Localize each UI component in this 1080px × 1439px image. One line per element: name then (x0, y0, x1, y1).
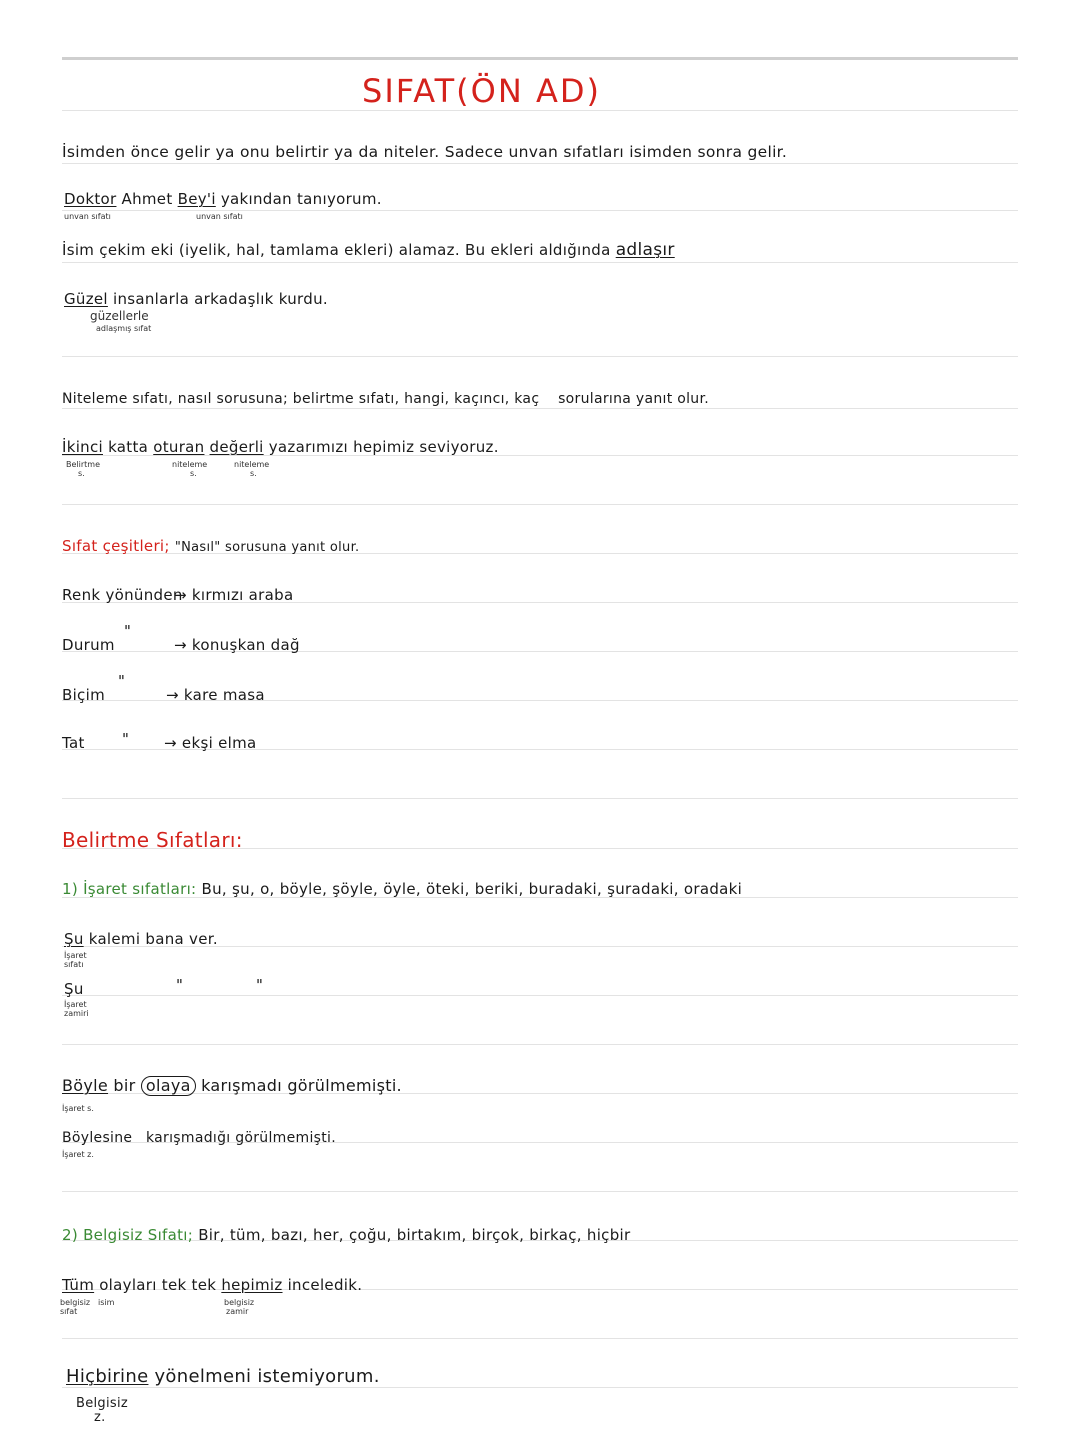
example-4-ditto-2: " (256, 976, 264, 994)
example-sentence-1 (64, 190, 382, 208)
example-1-annotation-1: unvan sıfatı (64, 212, 111, 221)
ruled-line (62, 1338, 1018, 1339)
example-4-word-5: Şu (64, 980, 84, 998)
isaret-sifatlari-line (62, 880, 742, 898)
example-6-word-1: Tüm (62, 1276, 95, 1294)
example-7-annotation-1b: z. (94, 1410, 106, 1425)
example-4-word-1: Şu (64, 930, 84, 948)
example-sentence-3 (62, 438, 499, 456)
ruled-line (62, 798, 1018, 799)
example-3-word-4: değerli (209, 438, 264, 456)
example-3-annotation-3b: s. (190, 469, 197, 478)
ruled-line (62, 210, 1018, 211)
ruled-line (62, 1191, 1018, 1192)
example-6-annotation-3a: belgisiz (224, 1298, 255, 1307)
example-6-word-4: inceledik. (287, 1276, 363, 1294)
example-3-word-2: katta (108, 438, 149, 456)
ruled-line (62, 1387, 1018, 1388)
type-row-bicim-ditto: " (118, 672, 126, 690)
example-1-word-1: Doktor (64, 190, 117, 208)
ruled-line (62, 504, 1018, 505)
example-3-annotation-4b: s. (250, 469, 257, 478)
example-3-annotation-1b: s. (78, 469, 85, 478)
type-row-tat-example: → ekşi elma (164, 734, 257, 752)
example-5-word-4: karışmadı görülmemişti. (201, 1076, 402, 1095)
example-5-word-2: bir (113, 1076, 136, 1095)
belgisiz-sifat-list: Bir, tüm, bazı, her, çoğu, birtakım, birçok, birkaç, hiçbir (198, 1226, 631, 1244)
rule-ek-end: adlaşır (615, 240, 675, 260)
example-sentence-7 (66, 1366, 380, 1387)
example-sentence-6 (62, 1276, 362, 1294)
ruled-line (62, 356, 1018, 357)
example-5-annotation-1: İşaret s. (62, 1104, 94, 1113)
example-2-annotation-1: güzellerle (90, 309, 149, 323)
niteleme-rule-text (62, 391, 709, 407)
example-4-annotation-5: İşaret zamiri (64, 1000, 89, 1018)
type-row-tat-label: Tat (62, 734, 85, 752)
belirtme-heading: Belirtme Sıfatları: (62, 828, 243, 852)
ruled-line (62, 1044, 1018, 1045)
type-row-durum-label: Durum (62, 636, 115, 654)
example-3-word-5: yazarımızı hepimiz seviyoruz. (268, 438, 499, 456)
example-3-annotation-3a: niteleme (172, 460, 208, 469)
example-7-word-2: yönelmeni istemiyorum. (154, 1366, 380, 1387)
example-1-annotation-3: unvan sıfatı (196, 212, 243, 221)
sifat-cesitleri-title: Sıfat çeşitleri; (62, 537, 170, 555)
type-row-renk-label: Renk yönünden (62, 586, 183, 604)
sifat-cesitleri-heading (62, 537, 359, 555)
example-6-annotation-2: isim (98, 1298, 115, 1307)
example-sentence-5 (62, 1076, 402, 1096)
example-3-word-3: oturan (153, 438, 205, 456)
example-2-word-1: Güzel (64, 290, 108, 308)
ruled-line (62, 262, 1018, 263)
example-6-annotation-1b: sıfat (60, 1307, 78, 1316)
example-4-ditto-1: " (176, 976, 184, 994)
example-5-word-3-circled: olaya (141, 1076, 196, 1096)
ruled-line (62, 408, 1018, 409)
sifat-cesitleri-note: "Nasıl" sorusuna yanıt olur. (174, 540, 360, 555)
example-6-word-2: olayları tek tek (99, 1276, 217, 1294)
example-5-word-5: Böylesine (62, 1130, 133, 1146)
top-rule (62, 57, 1018, 60)
rule-ek-text (62, 240, 675, 260)
isaret-sifatlari-title: 1) İşaret sıfatları: (62, 880, 197, 898)
intro-text: İsimden önce gelir ya onu belirtir ya da niteler. Sadece unvan sıfatları isimden sonra gelir. (62, 143, 788, 161)
type-row-renk-example: → kırmızı araba (174, 586, 294, 604)
niteleme-rule-body: Niteleme sıfatı, nasıl sorusuna; belirtme sıfatı, hangi, kaçıncı, kaç (62, 391, 540, 407)
type-row-durum-ditto: " (124, 622, 132, 640)
ruled-line (62, 110, 1018, 111)
example-6-annotation-3b: zamir (226, 1307, 249, 1316)
example-6-word-3: hepimiz (221, 1276, 283, 1294)
example-7-word-1: Hiçbirine (66, 1366, 149, 1387)
example-6-annotation-1a: belgisiz (60, 1298, 91, 1307)
type-row-bicim-example: → kare masa (166, 686, 265, 704)
example-1-word-2: Ahmet (121, 190, 173, 208)
type-row-bicim-label: Biçim (62, 686, 105, 704)
example-3-annotation-1a: Belirtme (66, 460, 100, 469)
example-2-annotation-2: adlaşmış sıfat (96, 324, 152, 333)
ruled-line (62, 995, 1018, 996)
example-5-annotation-5: İşaret z. (62, 1150, 94, 1159)
belgisiz-sifat-line (62, 1226, 630, 1244)
example-1-word-4: yakından tanıyorum. (220, 190, 382, 208)
page-title: SIFAT(ÖN AD) (362, 72, 601, 110)
ruled-line (62, 163, 1018, 164)
example-1-word-3: Bey'i (177, 190, 216, 208)
example-2-word-2: insanlarla arkadaşlık kurdu. (112, 290, 328, 308)
example-4-word-2: kalemi bana ver. (88, 930, 218, 948)
example-3-word-1: İkinci (62, 438, 103, 456)
niteleme-rule-end: sorularına yanıt olur. (558, 391, 709, 407)
example-sentence-4 (64, 930, 218, 948)
isaret-sifatlari-list: Bu, şu, o, böyle, şöyle, öyle, öteki, beriki, buradaki, şuradaki, oradaki (201, 880, 743, 898)
type-row-durum-example: → konuşkan dağ (174, 636, 300, 654)
belgisiz-sifat-title: 2) Belgisiz Sıfatı; (62, 1226, 194, 1244)
example-sentence-2 (64, 290, 328, 308)
example-7-annotation-1a: Belgisiz (76, 1396, 129, 1411)
example-5-word-1: Böyle (62, 1076, 109, 1095)
example-4-annotation-1: İşaret sıfatı (64, 951, 87, 969)
example-3-annotation-4a: niteleme (234, 460, 270, 469)
example-5-word-6: karışmadığı görülmemişti. (146, 1130, 336, 1146)
type-row-tat-ditto: " (122, 730, 130, 748)
rule-ek-body: İsim çekim eki (iyelik, hal, tamlama ekleri) alamaz. Bu ekleri aldığında (62, 241, 611, 259)
